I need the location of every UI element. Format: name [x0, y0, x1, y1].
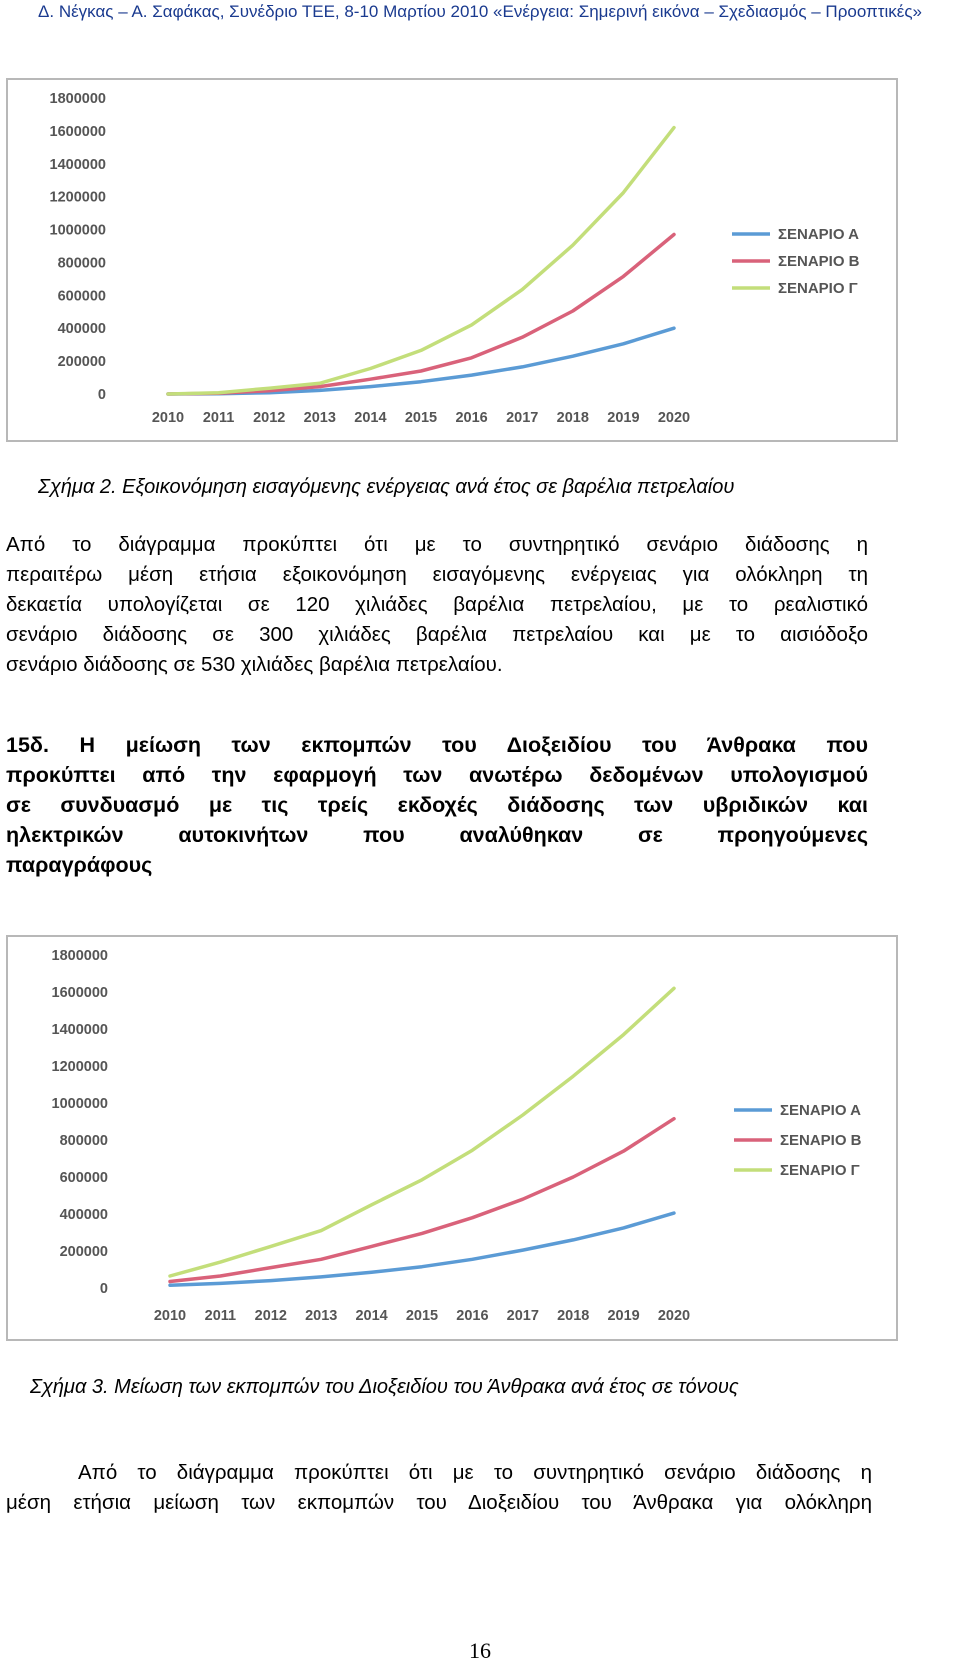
paragraph-line: Από το διάγραμμα προκύπτει ότι με το συντηρητικό σενάριο διάδοσης η [78, 1461, 872, 1484]
y-tick-label: 1800000 [51, 948, 108, 964]
series-line-1 [170, 1213, 674, 1285]
y-tick-label: 800000 [57, 255, 106, 272]
paragraph-2 [6, 1458, 872, 1518]
y-tick-label: 1200000 [51, 1059, 108, 1075]
y-tick-label: 400000 [59, 1207, 108, 1223]
x-tick-label: 2020 [657, 1308, 691, 1324]
y-tick-label: 0 [97, 387, 106, 403]
y-tick-label: 1600000 [51, 985, 108, 1001]
y-tick-label: 1800000 [49, 91, 106, 107]
x-tick-label: 2016 [455, 410, 488, 426]
x-tick-label: 2015 [404, 410, 438, 426]
y-tick-label: 600000 [57, 288, 106, 305]
legend-label: ΣΕΝΑΡΙΟ Γ [778, 280, 858, 297]
paragraph-line: μέση ετήσια μείωση των εκπομπών του Διοξειδίου του Άνθρακα για ολόκληρη [6, 1491, 872, 1514]
x-tick-label: 2010 [151, 410, 185, 426]
y-tick-label: 1400000 [51, 1022, 108, 1038]
series-line-3 [168, 128, 674, 394]
x-tick-label: 2013 [303, 410, 336, 426]
y-tick-label: 1400000 [49, 156, 106, 173]
y-tick-label: 1000000 [51, 1096, 108, 1112]
x-tick-label: 2015 [405, 1308, 439, 1324]
legend-label: ΣΕΝΑΡΙΟ Β [778, 253, 860, 270]
x-tick-label: 2014 [355, 1308, 388, 1324]
heading-line: παραγράφους [6, 853, 153, 877]
page-header: Δ. Νέγκας – Α. Σαφάκας, Συνέδριο ΤΕΕ, 8-10 Μαρτίου 2010 «Ενέργεια: Σημερινή εικόνα – Σχεδιασμός – Προοπτικές» [38, 2, 922, 21]
page-number: 16 [469, 1638, 491, 1663]
x-tick-label: 2013 [305, 1308, 338, 1324]
series-line-2 [168, 235, 674, 395]
paragraph-line: δεκαετία υπολογίζεται σε 120 χιλιάδες βαρέλια πετρελαίου, με το ρεαλιστικό [6, 593, 868, 616]
figure-2-chart [6, 78, 898, 442]
section-heading-15d [6, 730, 868, 880]
heading-line: σε συνδυασμό με τις τρείς εκδοχές διάδοσης των υβριδικών και [6, 793, 868, 817]
heading-line: 15δ. Η μείωση των εκπομπών του Διοξειδίου του Άνθρακα που [6, 733, 868, 757]
y-tick-label: 1600000 [49, 123, 106, 140]
y-tick-label: 200000 [59, 1244, 108, 1260]
x-tick-label: 2010 [153, 1308, 187, 1324]
y-tick-label: 200000 [57, 354, 106, 371]
figure-2-svg [8, 80, 896, 440]
y-tick-label: 400000 [57, 321, 106, 338]
x-tick-label: 2014 [354, 410, 387, 426]
x-tick-label: 2011 [202, 410, 235, 426]
legend-label: ΣΕΝΑΡΙΟ Α [778, 226, 859, 243]
figure-3-chart [6, 935, 898, 1341]
x-tick-label: 2019 [607, 410, 640, 426]
y-tick-label: 1000000 [49, 222, 106, 239]
figure-3-svg [8, 937, 896, 1339]
x-tick-label: 2016 [456, 1308, 489, 1324]
paragraph-line: Από το διάγραμμα προκύπτει ότι με το συντηρητικό σενάριο διάδοσης η [6, 533, 868, 556]
legend-label: ΣΕΝΑΡΙΟ Γ [780, 1162, 860, 1179]
x-tick-label: 2017 [506, 410, 539, 426]
y-tick-label: 1200000 [49, 189, 106, 206]
x-tick-label: 2018 [557, 1308, 590, 1324]
heading-line: προκύπτει από την εφαρμογή των ανωτέρω δεδομένων υπολογισμού [6, 763, 868, 787]
series-line-2 [170, 1119, 674, 1282]
y-tick-label: 0 [99, 1281, 108, 1297]
legend-label: ΣΕΝΑΡΙΟ Α [780, 1102, 861, 1119]
paragraph-line: περαιτέρω μέση ετήσια εξοικονόμηση εισαγόμενης ενέργειας για ολόκληρη τη [6, 563, 868, 586]
paragraph-line: σενάριο διάδοσης σε 530 χιλιάδες βαρέλια πετρελαίου. [6, 653, 503, 676]
x-tick-label: 2020 [657, 410, 691, 426]
x-tick-label: 2019 [607, 1308, 640, 1324]
paragraph-line: σενάριο διάδοσης σε 300 χιλιάδες βαρέλια πετρελαίου και με το αισιόδοξο [6, 623, 868, 646]
heading-line: ηλεκτρικών αυτοκινήτων που αναλύθηκαν σε προηγούμενες [6, 823, 868, 847]
y-tick-label: 800000 [59, 1133, 108, 1149]
y-tick-label: 600000 [59, 1170, 108, 1186]
paragraph-1 [6, 530, 868, 680]
x-tick-label: 2011 [204, 1308, 237, 1324]
legend-label: ΣΕΝΑΡΙΟ Β [780, 1132, 862, 1149]
x-tick-label: 2012 [253, 410, 286, 426]
figure-3-caption: Σχήμα 3. Μείωση των εκπομπών του Διοξειδίου του Άνθρακα ανά έτος σε τόνους [30, 1376, 739, 1398]
series-line-1 [168, 328, 674, 394]
x-tick-label: 2018 [556, 410, 589, 426]
x-tick-label: 2012 [254, 1308, 287, 1324]
x-tick-label: 2017 [506, 1308, 539, 1324]
figure-2-caption: Σχήμα 2. Εξοικονόμηση εισαγόμενης ενέργειας ανά έτος σε βαρέλια πετρελαίου [38, 476, 735, 498]
